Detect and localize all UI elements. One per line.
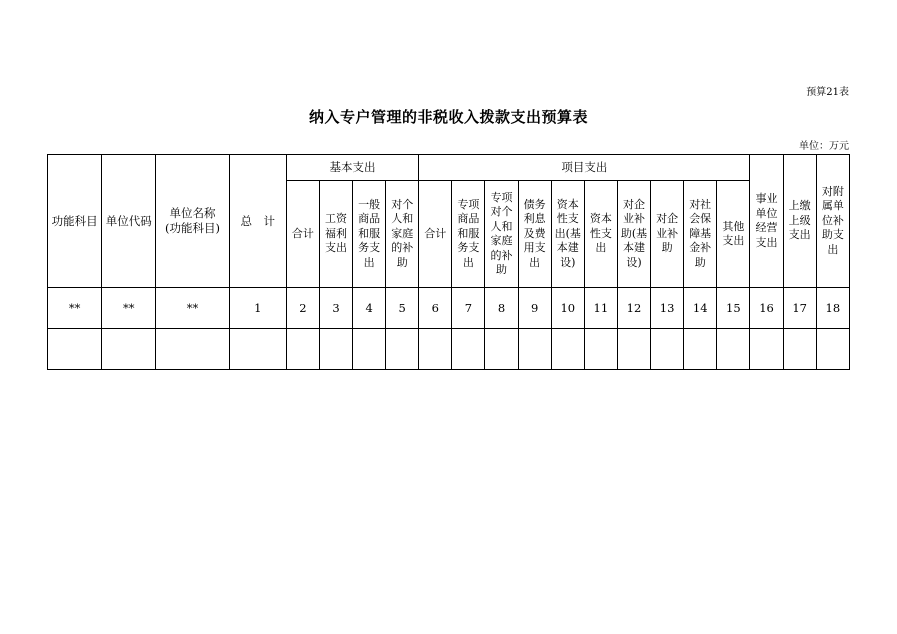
- table-cell: 13: [651, 288, 684, 329]
- header-project-capital: 资本性支出: [584, 181, 617, 288]
- index-row: [48, 288, 850, 329]
- header-project-total: 合计: [419, 181, 452, 288]
- empty-row: [48, 329, 850, 370]
- table-cell: [783, 329, 816, 370]
- table-cell: 1: [229, 288, 286, 329]
- table-cell: [816, 329, 849, 370]
- table-cell: [551, 329, 584, 370]
- header-basic-wage: 工资福利支出: [319, 181, 352, 288]
- unit-label: 单位：万元: [799, 141, 849, 152]
- header-basic-personal: 对个人和家庭的补助: [386, 181, 419, 288]
- table-cell: **: [156, 288, 229, 329]
- table-cell: [286, 329, 319, 370]
- table-cell: 11: [584, 288, 617, 329]
- table-cell: 14: [684, 288, 717, 329]
- header-project-other: 其他支出: [717, 181, 750, 288]
- header-project-enterprise-build: 对企业补助(基本建设): [617, 181, 650, 288]
- header-subsidy-affiliates: 对附属单位补助支出: [816, 155, 849, 288]
- table-cell: 9: [518, 288, 551, 329]
- header-project-social-security: 对社会保障基金补助: [684, 181, 717, 288]
- header-basic-expenditure: 基本支出: [286, 155, 418, 181]
- table-cell: 7: [452, 288, 485, 329]
- table-cell: [485, 329, 518, 370]
- header-total: 总 计: [229, 155, 286, 288]
- table-cell: 5: [386, 288, 419, 329]
- table-cell: [156, 329, 229, 370]
- table-cell: 16: [750, 288, 783, 329]
- header-project-capital-build: 资本性支出(基本建设): [551, 181, 584, 288]
- header-func-subject: 功能科目: [48, 155, 102, 288]
- table-cell: [651, 329, 684, 370]
- header-project-goods: 专项商品和服务支出: [452, 181, 485, 288]
- table-cell: 3: [319, 288, 352, 329]
- header-remit-superior: 上缴上级支出: [783, 155, 816, 288]
- header-project-enterprise: 对企业补助: [651, 181, 684, 288]
- header-unit-name-line2: (功能科目): [165, 221, 220, 235]
- budget-table: [47, 154, 850, 370]
- table-cell: [229, 329, 286, 370]
- header-basic-goods: 一般商品和服务支出: [353, 181, 386, 288]
- page-title: 纳入专户管理的非税收入拨款支出预算表: [308, 108, 588, 126]
- table-cell: 15: [717, 288, 750, 329]
- table-cell: [584, 329, 617, 370]
- header-project-expenditure: 项目支出: [419, 155, 750, 181]
- table-cell: [419, 329, 452, 370]
- table-cell: [518, 329, 551, 370]
- table-cell: [319, 329, 352, 370]
- table-cell: [452, 329, 485, 370]
- table-cell: 8: [485, 288, 518, 329]
- table-cell: [617, 329, 650, 370]
- header-project-personal: 专项对个人和家庭的补助: [485, 181, 518, 288]
- table-cell: [684, 329, 717, 370]
- table-cell: **: [48, 288, 102, 329]
- table-cell: [750, 329, 783, 370]
- table-cell: 18: [816, 288, 849, 329]
- header-unit-name-line1: 单位名称: [169, 206, 216, 220]
- table-cell: [386, 329, 419, 370]
- table-cell: [353, 329, 386, 370]
- table-cell: 17: [783, 288, 816, 329]
- table-cell: **: [102, 288, 156, 329]
- table-cell: 2: [286, 288, 319, 329]
- table-cell: 12: [617, 288, 650, 329]
- form-number: 预算21表: [806, 87, 849, 98]
- table-cell: [48, 329, 102, 370]
- table-cell: 4: [353, 288, 386, 329]
- table-cell: [717, 329, 750, 370]
- table-cell: [102, 329, 156, 370]
- header-unit-name: [156, 155, 229, 288]
- table-cell: 6: [419, 288, 452, 329]
- table-cell: 10: [551, 288, 584, 329]
- header-unit-code: 单位代码: [102, 155, 156, 288]
- header-basic-total: 合计: [286, 181, 319, 288]
- header-project-debt: 债务利息及费用支出: [518, 181, 551, 288]
- header-career-operation: 事业单位经营支出: [750, 155, 783, 288]
